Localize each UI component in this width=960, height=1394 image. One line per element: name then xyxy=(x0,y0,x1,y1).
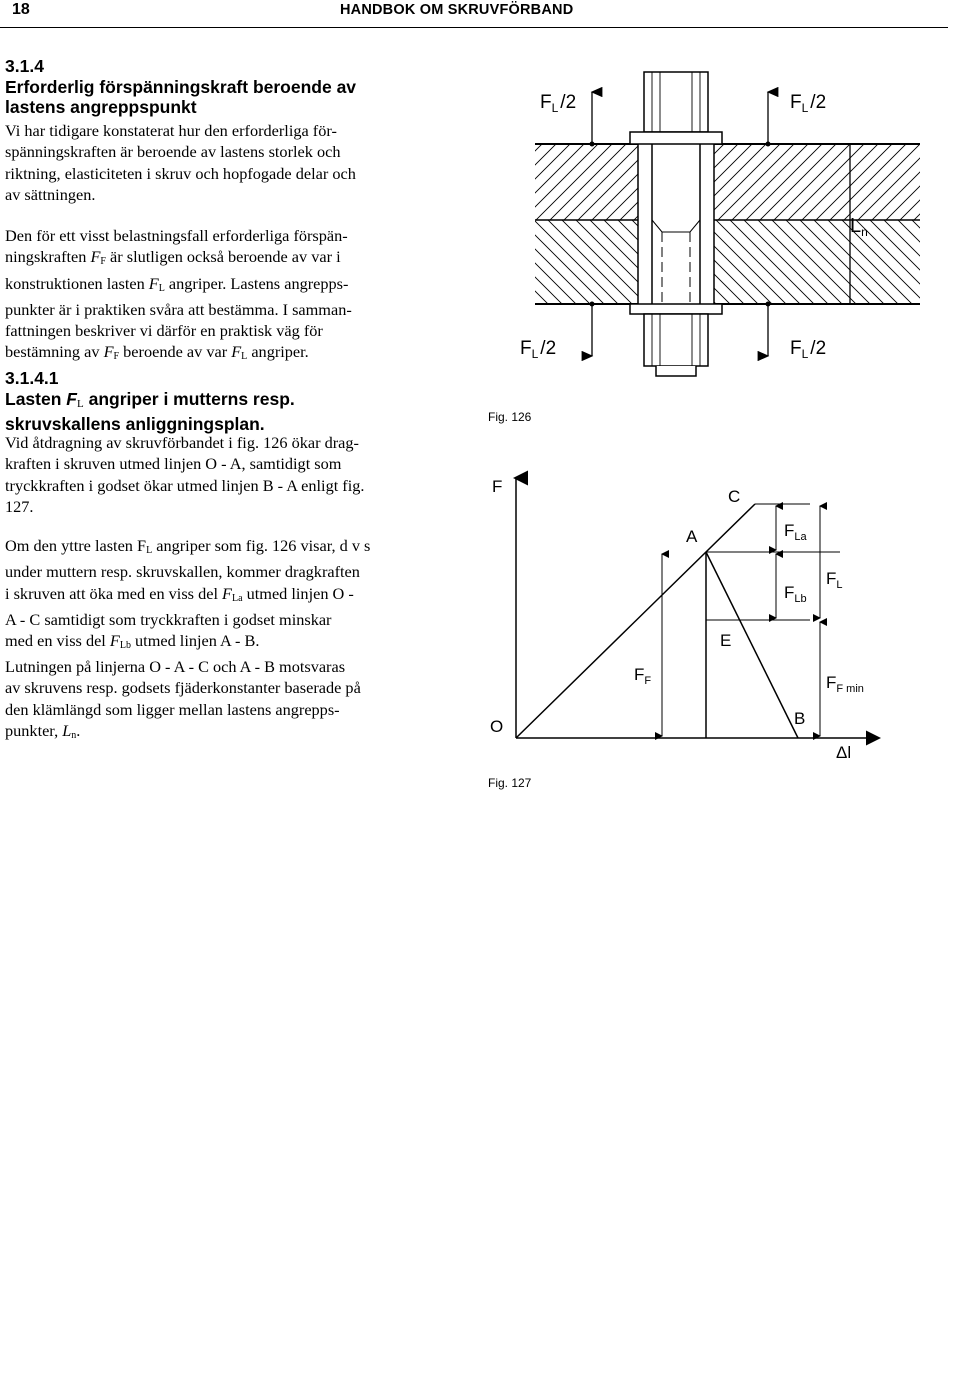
label-o: O xyxy=(490,717,504,736)
label-fl-half-top-right: $F_L$ /2 xyxy=(790,92,827,115)
bolt-head xyxy=(630,72,722,144)
text-line: punkter, $L_n$. xyxy=(5,720,81,741)
label-a: A xyxy=(686,527,698,546)
text-line: den klämlängd som ligger mellan lastens angrepps- xyxy=(5,699,340,719)
subsection-title-line2: skruvskallens anliggningsplan. xyxy=(5,414,265,434)
text-line: Lutningen på linjerna O - A - C och A - B motsvaras xyxy=(5,657,346,676)
section-heading xyxy=(5,56,356,118)
label-ffmin: $F_{F min}$ xyxy=(826,673,864,695)
label-ln: $L_n$ xyxy=(850,215,868,239)
label-fl-half-bottom-right: $F_L$ /2 xyxy=(790,338,827,361)
fig127-caption: Fig. 127 xyxy=(488,776,532,790)
paragraph-4 xyxy=(5,535,442,656)
label-fl-half-bottom-left: $F_L$ /2 xyxy=(520,338,557,361)
text-line: punkter är i praktiken svåra att bestämma. I samman- xyxy=(5,299,352,319)
text-line: tryckkraften i godset ökar utmed linjen B - A enligt fig. xyxy=(5,475,365,495)
paragraph-5 xyxy=(5,656,442,746)
label-ff: $F_F$ xyxy=(634,665,652,687)
text-line: Om den yttre lasten $F_L$ angriper som fig. 126 visar, d v s xyxy=(5,536,371,556)
header-rule xyxy=(0,27,948,28)
text-line: A - C samtidigt som tryckkraften i godset minskar xyxy=(5,609,332,629)
label-fl-half-top-left: $F_L$ /2 xyxy=(540,92,577,115)
paragraph-2 xyxy=(5,225,442,368)
text-line: under muttern resp. skruvskallen, kommer dragkraften xyxy=(5,562,360,582)
text-line: Vi har tidigare konstaterat hur den erforderliga för- xyxy=(5,121,337,140)
running-title: HANDBOK OM SKRUVFÖRBAND xyxy=(340,2,574,18)
section-number: 3.1.4 xyxy=(5,56,44,76)
subsection-number: 3.1.4.1 xyxy=(5,368,59,388)
subsection-title-line1: Lasten FL angriper i mutterns resp. xyxy=(5,388,295,410)
bolt-hole xyxy=(638,144,714,304)
text-line: i skruven att öka med en viss del $F_{La}$ utmed linjen O - xyxy=(5,583,354,604)
label-e: E xyxy=(720,631,732,650)
fig126-caption: Fig. 126 xyxy=(488,410,532,424)
fig126-bolted-joint-diagram xyxy=(500,60,950,390)
text-line: Vid åtdragning av skruvförbandet i fig. 126 ökar drag- xyxy=(5,433,359,452)
text-line: 127. xyxy=(5,496,34,516)
label-c: C xyxy=(728,487,741,506)
page-header xyxy=(0,0,960,40)
paragraph-3 xyxy=(5,432,442,517)
text-line: kraften i skruven utmed linjen O - A, samtidigt som xyxy=(5,454,342,474)
upper-plate xyxy=(535,144,920,220)
text-line: konstruktionen lasten $F_L$ angriper. Lastens angrepps- xyxy=(5,273,349,294)
section-title-line2: lastens angreppspunkt xyxy=(5,97,197,117)
paragraph-1 xyxy=(5,120,442,205)
label-f-axis: F xyxy=(492,477,503,496)
text-line: med en viss del $F_{Lb}$ utmed linjen A - B. xyxy=(5,631,260,652)
page-number: 18 xyxy=(12,1,30,18)
subsection-heading xyxy=(5,368,295,435)
text-line: fattningen beskriver vi därför en praktisk väg för xyxy=(5,321,323,341)
text-line: spänningskraften är beroende av lastens storlek och xyxy=(5,142,341,162)
text-line: bestämning av $F_F$ beroende av var $F_L$ angriper. xyxy=(5,342,309,363)
text-line: av skruvens resp. godsets fjäderkonstanter baserade på xyxy=(5,678,361,698)
section-title-line1: Erforderlig förspänningskraft beroende av xyxy=(5,76,357,97)
line-o-a-c xyxy=(516,504,755,738)
label-fla: $F_{La}$ xyxy=(784,521,807,543)
text-line: riktning, elasticiteten i skruv och hopfogade delar och xyxy=(5,163,356,183)
fig127-force-diagram xyxy=(480,470,910,770)
label-delta-l: Δl xyxy=(836,743,852,762)
nut xyxy=(630,304,722,376)
text-line: av sättningen. xyxy=(5,184,96,204)
text-line: ningskraften $F_F$ är slutligen också beroende av var i xyxy=(5,247,341,268)
label-b: B xyxy=(794,709,806,728)
label-flb: $F_{Lb}$ xyxy=(784,583,807,605)
text-line: Den för ett visst belastningsfall erforderliga förspän- xyxy=(5,226,348,245)
label-fl: $F_L$ xyxy=(826,569,843,591)
